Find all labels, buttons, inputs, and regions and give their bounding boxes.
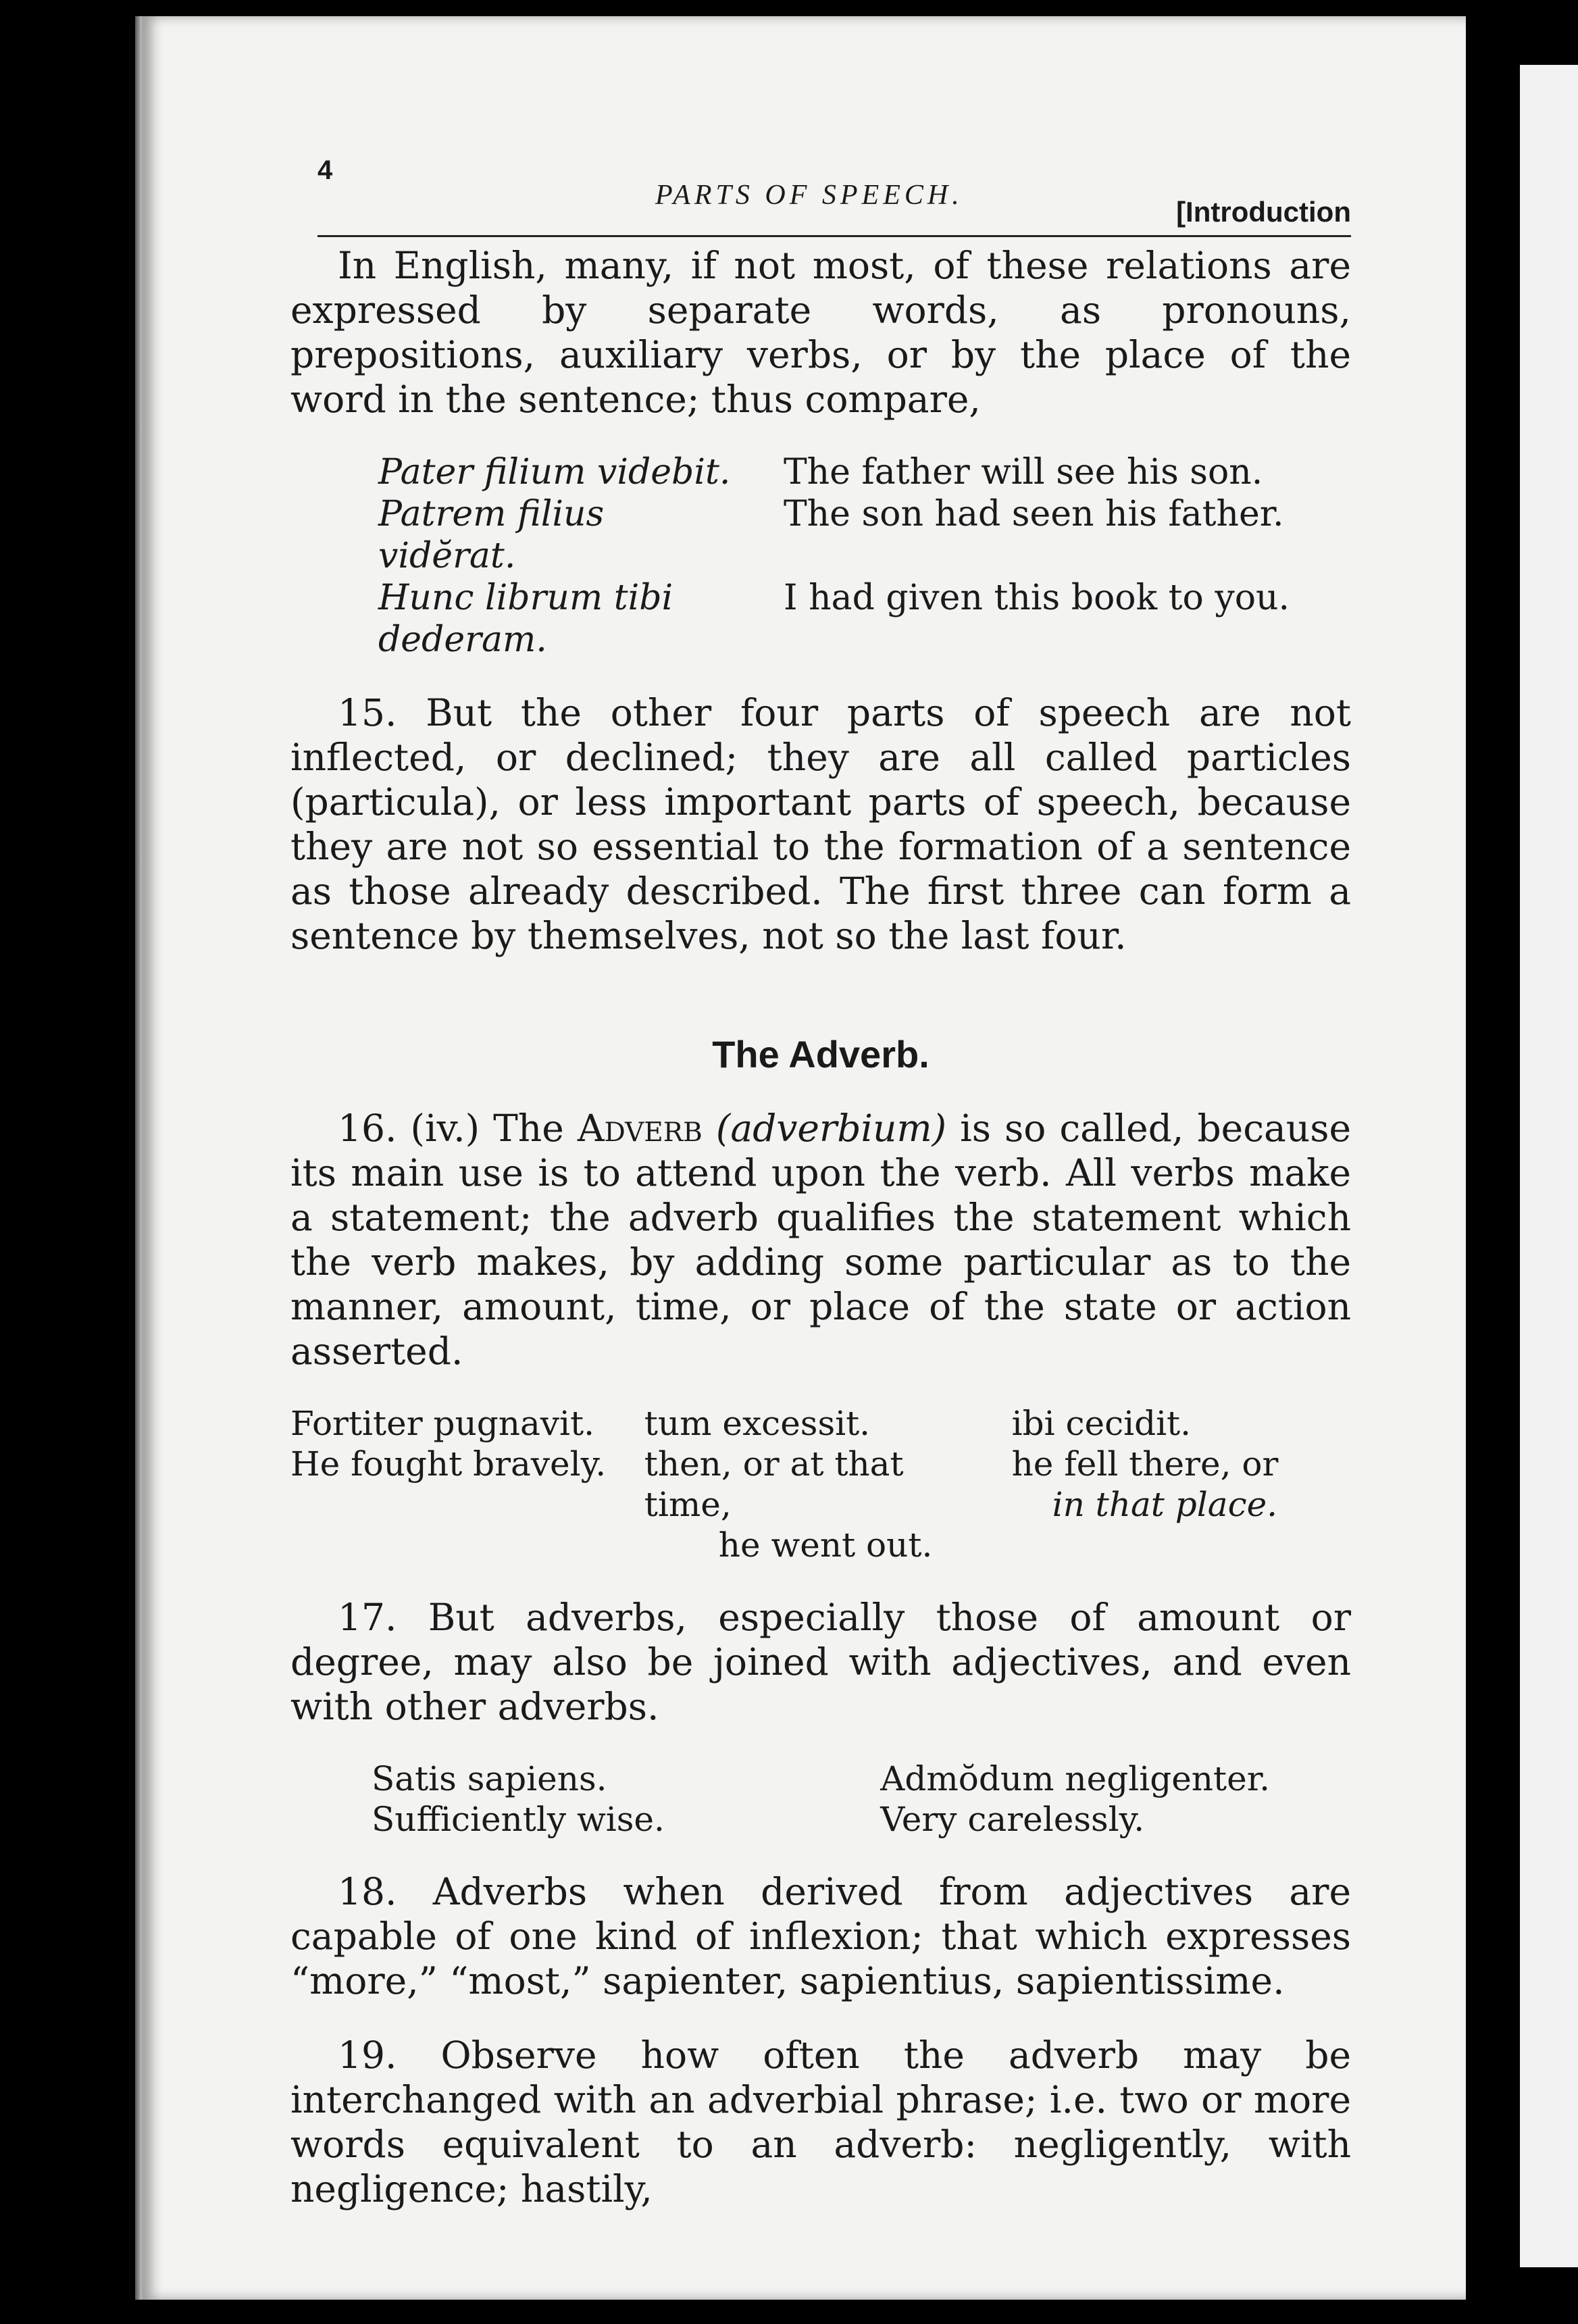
degree-examples — [290, 1759, 1351, 1840]
example-column-2 — [631, 1403, 984, 1565]
page-number: 4 — [317, 155, 333, 185]
latin-example: Fortiter pugnavit. — [290, 1404, 594, 1443]
english-example: then, or at that time, — [644, 1444, 904, 1524]
paragraph-intro: In English, many, if not most, of these relations are expressed by separate words, as pronouns, prepositions, auxiliary verbs, or by the place of the word in the sentence; thus compare, — [290, 244, 1351, 421]
english-example: I had given this book to you. — [784, 578, 1290, 618]
paragraph-16 — [290, 1106, 1351, 1373]
example-right — [880, 1759, 1297, 1840]
english-example: he went out. — [718, 1525, 933, 1565]
section-tag: [Introduction — [1176, 196, 1351, 228]
adverb-term: Adverb — [577, 1107, 703, 1150]
english-example: He fought bravely. — [290, 1444, 607, 1484]
paragraph-15: 15. But the other four parts of speech are not inflected, or declined; they are all called particles (particula), or less important parts of speech, because they are not so essential to the formation of a sentence as those already described. The first three can form a sentence by themselves, not so the last four. — [290, 691, 1351, 957]
latin-example: Hunc librum tibi dederam. — [378, 578, 673, 660]
english-example: The father will see his son. — [784, 452, 1263, 492]
example-row — [378, 493, 1351, 577]
para-16-body: is so called, because its main use is to attend upon the verb. All verbs make a statement; the adverb qualifies the statement which the verb makes, by adding some particular as to the manner, amount, time, or place of the state or action asserted. — [290, 1107, 1351, 1373]
latin-example: Satis sapiens. — [372, 1759, 607, 1798]
english-example: in that place. — [1052, 1485, 1278, 1524]
english-example: The son had seen his father. — [784, 494, 1284, 534]
latin-example: Admŏdum negligenter. — [880, 1759, 1270, 1798]
page-content — [290, 149, 1351, 2211]
next-page-edge — [1520, 65, 1578, 2267]
paragraph-17: 17. But adverbs, especially those of amount or degree, may also be joined with adjectives, and even with other adverbs. — [290, 1596, 1351, 1728]
latin-example: tum excessit. — [644, 1404, 871, 1443]
english-example: he fell there, or — [1011, 1444, 1279, 1484]
english-example: Very carelessly. — [880, 1800, 1145, 1839]
examples-relations — [290, 451, 1351, 661]
section-heading-adverb: The Adverb. — [712, 1033, 930, 1076]
example-column-1 — [290, 1403, 630, 1565]
running-head — [290, 149, 1351, 228]
adverb-latin-term: (adverbium) — [715, 1107, 947, 1150]
paragraph-19: 19. Observe how often the adverb may be interchanged with an adverbial phrase; i.e. two or more words equivalent to an adverb: negligently, with negligence; hastily, — [290, 2034, 1351, 2211]
example-row — [378, 451, 1351, 493]
running-title: PARTS OF SPEECH. — [655, 180, 963, 211]
latin-example: Pater filium videbit. — [378, 452, 731, 492]
example-column-3 — [985, 1403, 1351, 1565]
header-rule — [317, 235, 1351, 237]
english-example: Sufficiently wise. — [372, 1800, 665, 1839]
example-left — [372, 1759, 665, 1840]
para-16-lead: 16. (iv.) The — [338, 1107, 578, 1150]
latin-example: Patrem filius vidĕrat. — [378, 494, 605, 576]
example-row — [378, 577, 1351, 661]
adverb-examples — [290, 1403, 1351, 1565]
paragraph-18: 18. Adverbs when derived from adjectives are capable of one kind of inflexion; that which expresses “more,” “most,” sapienter, sapientius, sapientissime. — [290, 1870, 1351, 2002]
latin-example: ibi cecidit. — [1011, 1404, 1192, 1443]
